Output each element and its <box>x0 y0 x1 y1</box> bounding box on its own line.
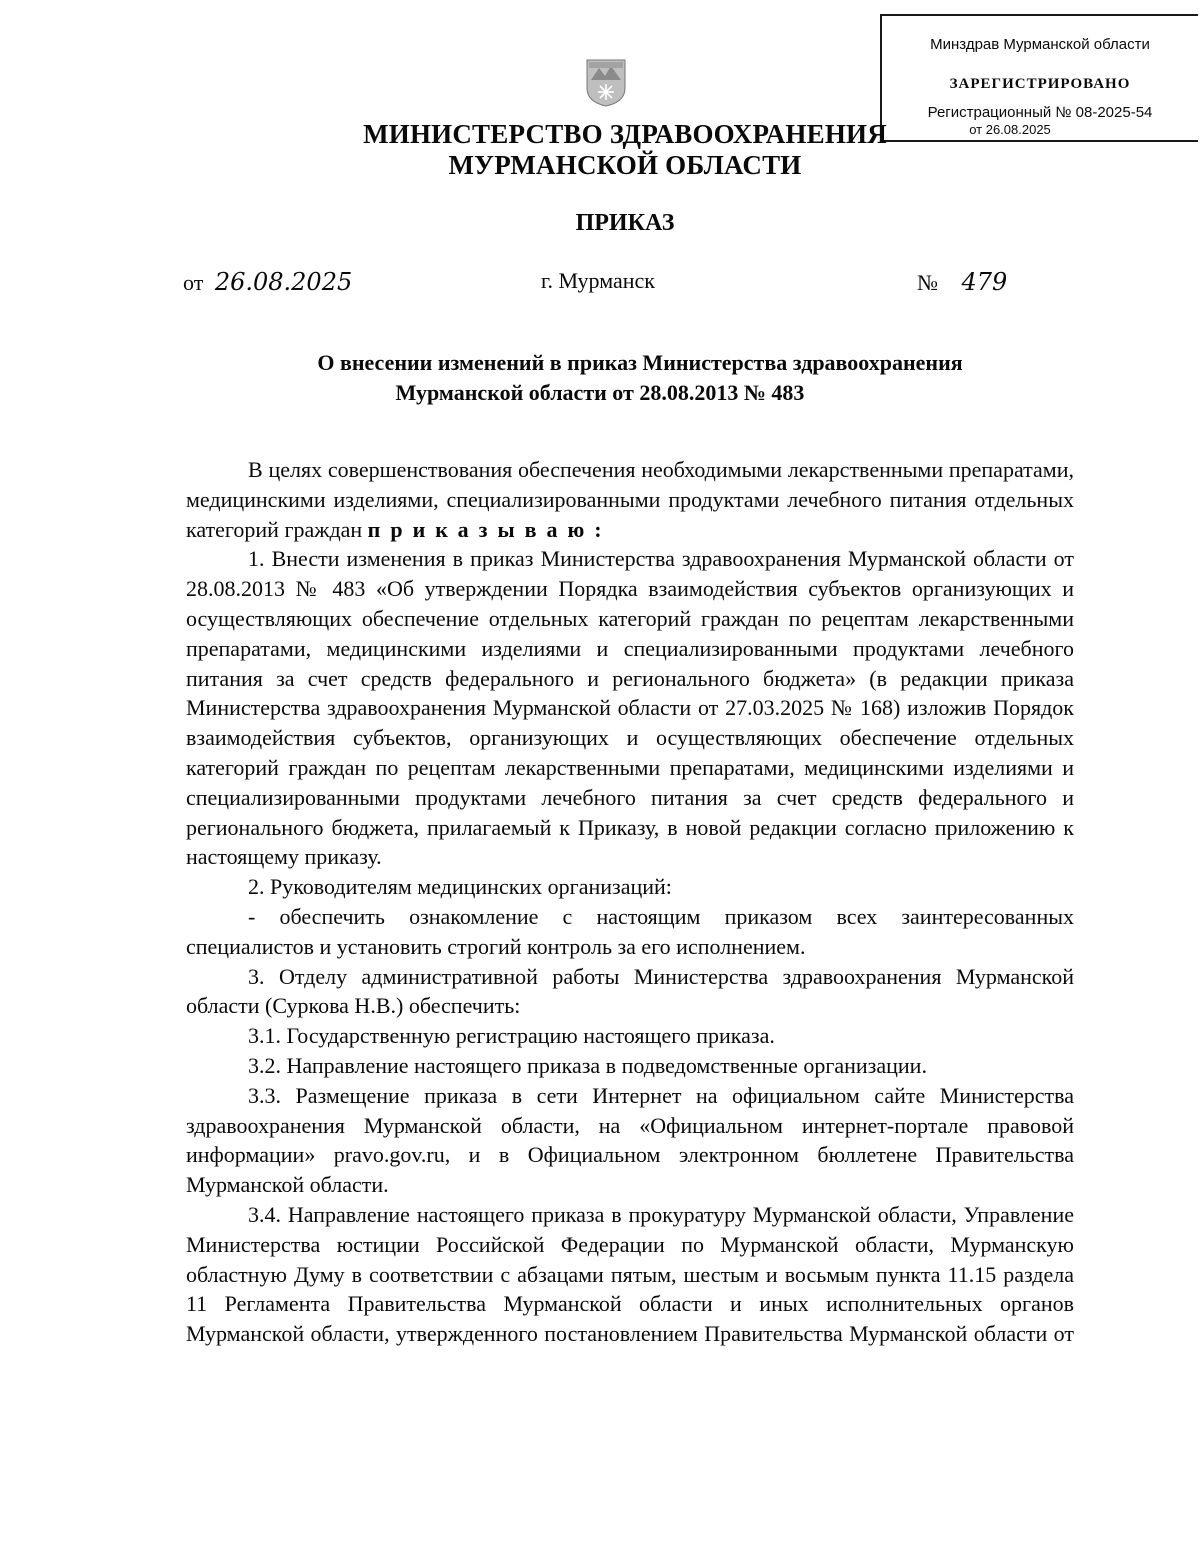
handwritten-date: 26.08.2025 <box>214 268 353 296</box>
document-body <box>186 455 1074 1349</box>
clause-3-3: 3.3. Размещение приказа в сети Интернет на официальном сайте Министерства здравоохранения Мурманской области, на «Официальном интернет-портале правовой информации» pravo.gov.ru, и в Официальном электронном бюллетене Правительства Мурманской области. <box>186 1082 1074 1198</box>
order-keyword: приказываю: <box>367 516 612 542</box>
handwritten-number: 479 <box>961 268 1008 296</box>
date-prefix: от <box>183 270 204 295</box>
ministry-name-line2: МУРМАНСКОЙ ОБЛАСТИ <box>448 150 802 180</box>
date-field <box>183 268 352 296</box>
document-title-line2: Мурманской области от 28.08.2013 № 483 <box>395 380 805 405</box>
stamp-status: ЗАРЕГИСТРИРОВАНО <box>949 76 1131 92</box>
ministry-name-line1: МИНИСТЕРСТВО ЗДРАВООХРАНЕНИЯ <box>363 119 887 149</box>
number-prefix: № <box>917 270 938 295</box>
clause-3-4: 3.4. Направление настоящего приказа в прокуратуру Мурманской области, Управление Министерства юстиции Российской Федерации по Мурманской области, Мурманскую областную Думу в соответствии с абзацами пятым, шестым и восьмым пункта 11.15 раздела 11 Регламента Правительства Мурманской области и иных исполнительных органов Мурманской области, утвержденного постановлением Правительства Мурманской области от <box>186 1201 1074 1347</box>
coat-of-arms-icon <box>585 58 627 108</box>
clause-3-1: 3.1. Государственную регистрацию настоящего приказа. <box>248 1023 775 1049</box>
document-type: ПРИКАЗ <box>575 210 675 236</box>
city: г. Мурманск <box>541 268 655 293</box>
clause-2-item: - обеспечить ознакомление с настоящим приказом всех заинтересованных специалистов и установить строгий контроль за его исполнением. <box>186 903 1074 959</box>
stamp-organization: Минздрав Мурманской области <box>930 36 1150 53</box>
document-title-line1: О внесении изменений в приказ Министерства здравоохранения <box>317 350 963 375</box>
clause-2: 2. Руководителям медицинских организаций: <box>248 874 672 900</box>
clause-1: 1. Внести изменения в приказ Министерства здравоохранения Мурманской области от 28.08.2013 № 483 «Об утверждении Порядка взаимодействия субъектов организующих и осуществляющих обеспечение отдельных категорий граждан по рецептам лекарственными препаратами, медицинскими изделиями и специализированными продуктами лечебного питания за счет средств федерального и регионального бюджета» (в редакции приказа Министерства здравоохранения Мурманской области от 27.03.2025 № 168) изложив Порядок взаимодействия субъектов, организующих и осуществляющих обеспечение отдельных категорий граждан по рецептам лекарственными препаратами, медицинскими изделиями и специализированными продуктами лечебного питания за счет средств федерального и регионального бюджета, прилагаемый к Приказу, в новой редакции согласно приложению к настоящему приказу. <box>186 546 1074 870</box>
stamp-reg-number: Регистрационный № 08-2025-54 <box>927 104 1153 121</box>
preamble-text: В целях совершенствования обеспечения необходимыми лекарственными препаратами, медицинскими изделиями, специализированными продуктами лечебного питания отдельных категорий граждан <box>186 457 1074 542</box>
stamp-reg-date: от 26.08.2025 <box>969 122 1051 137</box>
clause-3-2: 3.2. Направление настоящего приказа в подведомственные организации. <box>248 1052 927 1078</box>
preamble-paragraph <box>186 455 1074 544</box>
number-field <box>917 268 1007 296</box>
clause-3: 3. Отделу административной работы Министерства здравоохранения Мурманской области (Суркова Н.В.) обеспечить: <box>186 963 1074 1019</box>
